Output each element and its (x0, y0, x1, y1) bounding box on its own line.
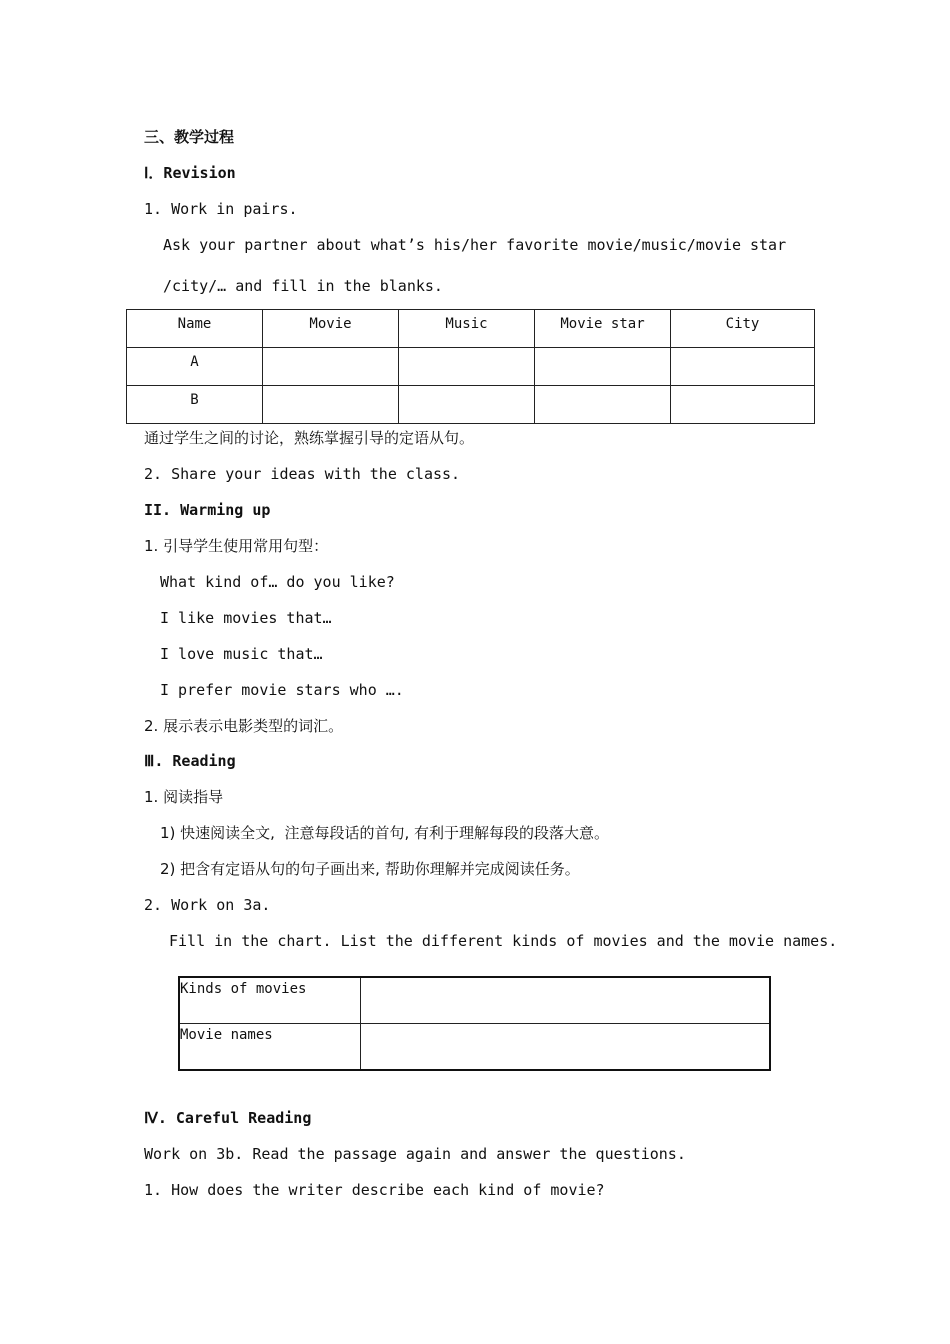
table-cell-blank[interactable] (671, 386, 815, 424)
movies-chart (178, 976, 771, 1071)
table-row (127, 348, 815, 386)
table-cell: Kinds of movies (179, 977, 361, 1024)
reading-tip-2: 2) 把含有定语从句的句子画出来, 帮助你理解并完成阅读任务。 (160, 860, 580, 878)
table-cell-blank[interactable] (361, 1024, 771, 1071)
table-cell-blank[interactable] (535, 348, 671, 386)
table-row (179, 1024, 770, 1071)
table-header-cell: Music (399, 310, 535, 348)
warming-item-2: 2. 展示表示电影类型的词汇。 (144, 717, 344, 735)
table-cell: A (127, 348, 263, 386)
table-header-row (127, 310, 815, 348)
sentence-pattern: What kind of… do you like? (160, 573, 395, 591)
reading-item-2: 2. Work on 3a. (144, 896, 271, 914)
section-heading-careful-reading: Ⅳ. Careful Reading (144, 1109, 312, 1127)
table-header-cell: Movie star (535, 310, 671, 348)
revision-item-1: 1. Work in pairs. (144, 200, 298, 218)
table-cell-blank[interactable] (263, 386, 399, 424)
section-heading-process: 三、教学过程 (144, 128, 235, 146)
reading-item-1: 1. 阅读指导 (144, 788, 224, 806)
table-header-cell: Movie (263, 310, 399, 348)
favorites-table (126, 309, 815, 424)
revision-item-1-instruction-cont: /city/… and fill in the blanks. (163, 277, 443, 295)
table-cell-blank[interactable] (361, 977, 771, 1024)
teaching-note: 通过学生之间的讨论，熟练掌握引导的定语从句。 (144, 429, 475, 447)
table-cell: B (127, 386, 263, 424)
section-heading-revision: Ⅰ．Revision (144, 164, 236, 182)
table-cell-blank[interactable] (399, 348, 535, 386)
section-heading-reading: Ⅲ. Reading (144, 752, 236, 770)
table-cell-blank[interactable] (535, 386, 671, 424)
careful-reading-question-1: 1. How does the writer describe each kind of movie? (144, 1181, 605, 1199)
table-header-cell: Name (127, 310, 263, 348)
reading-tip-1: 1) 快速阅读全文, 注意每段话的首句, 有利于理解每段的段落大意。 (160, 824, 610, 842)
careful-reading-instruction: Work on 3b. Read the passage again and answer the questions. (144, 1145, 686, 1163)
section-heading-warming-up: II. Warming up (144, 501, 271, 519)
table-cell: Movie names (179, 1024, 361, 1071)
table-cell-blank[interactable] (671, 348, 815, 386)
sentence-pattern: I love music that… (160, 645, 323, 663)
sentence-pattern: I like movies that… (160, 609, 332, 627)
table-cell-blank[interactable] (399, 386, 535, 424)
table-row (179, 977, 770, 1024)
warming-item-1: 1. 引导学生使用常用句型： (144, 537, 329, 555)
table-row (127, 386, 815, 424)
revision-item-2: 2. Share your ideas with the class. (144, 465, 461, 483)
table-header-cell: City (671, 310, 815, 348)
table-cell-blank[interactable] (263, 348, 399, 386)
sentence-pattern: I prefer movie stars who …. (160, 681, 404, 699)
reading-item-2-instruction: Fill in the chart. List the different kinds of movies and the movie names. (169, 932, 838, 950)
revision-item-1-instruction: Ask your partner about what’s his/her favorite movie/music/movie star (163, 236, 787, 254)
